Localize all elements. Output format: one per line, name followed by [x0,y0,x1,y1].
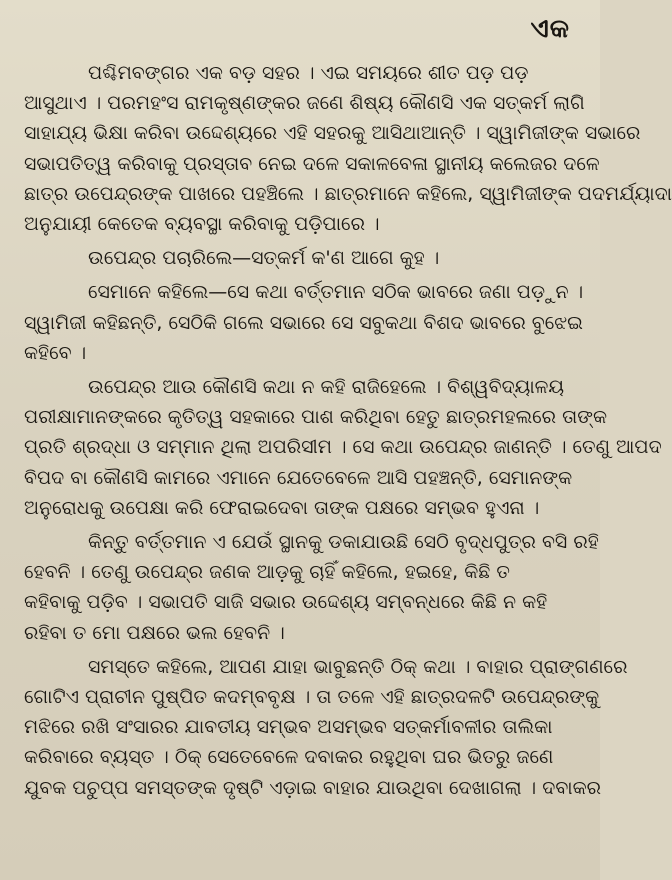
chapter-title: ଏକ [530,14,570,44]
text-line: ଉପେନ୍ଦ୍ର ପଚାରିଲେ—ସତ୍କର୍ମ କ'ଣ ଆଗେ କୁହ । [88,247,440,270]
text-line: ଗୋଟିଏ ପ୍ରାଚୀନ ପୁଷ୍ପିତ କଦମ୍ବବୃକ୍ଷ । ତା ତଳେ ଏହି ଛାତ୍ରଦଳଟି ଉପେନ୍ଦ୍ରଙ୍କୁ [24,686,600,709]
text-line: ସ୍ୱାମିଜୀ କହିଛନ୍ତି, ସେଠିକି ଗଲେ ସଭାରେ ସେ ସବୁକଥା ବିଶଦ ଭାବରେ ବୁଝେଇ [24,311,583,334]
text-line: କିନ୍ତୁ ବର୍ତ୍ତମାନ ଏ ଯେଉଁ ସ୍ଥାନକୁ ଡକାଯାଉଛି ସେଠି ବୃଦ୍ଧପୁତ୍ର ବସି ରହି [88,531,599,554]
paragraph [24,527,599,648]
text-line: ଅନୁରୋଧକୁ ଉପେକ୍ଷା କରି ଫେରାଇଦେବା ତାଙ୍କ ପକ୍ଷରେ ସମ୍ଭବ ହୁଏନା । [24,496,540,519]
text-line: ପରୀକ୍ଷାମାନଙ୍କରେ କୃତିତ୍ୱ ସହକାରେ ପାଶ କରିଥିବା ହେତୁ ଛାତ୍ରମହଲରେ ତାଙ୍କ [24,406,607,429]
text-line: ସେମାନେ କହିଲେ—ସେ କଥା ବର୍ତ୍ତମାନ ସଠିକ ଭାବରେ ଜଣା ପଡ଼ୁନ । [88,281,584,304]
text-line: କହିବେ । [24,341,87,364]
body-text [24,58,672,807]
text-line: ପ୍ରତି ଶ୍ରଦ୍ଧା ଓ ସମ୍ମାନ ଥିଲା ଅପରିସୀମ । ସେ କଥା ଉପେନ୍ଦ୍ର ଜାଣନ୍ତି । ତେଣୁ ଆପଦ [24,436,662,459]
text-line: ଆସୁଥାଏ । ପରମହଂସ ରାମକୃଷ୍ଣଙ୍କର ଜଣେ ଶିଷ୍ୟ କୌଣସି ଏକ ସତ୍କର୍ମ ଲାଗି [24,92,585,115]
text-line: ମଝିରେ ରଖି ସଂସାରର ଯାବତୀୟ ସମ୍ଭବ ଅସମ୍ଭବ ସତ୍କର୍ମାବଳୀର ତାଲିକା [24,716,553,739]
text-line: ସାହାଯ୍ୟ ଭିକ୍ଷା କରିବା ଉଦ୍ଦେଶ୍ୟରେ ଏହି ସହରକୁ ଆସିଥାଆନ୍ତି । ସ୍ୱାମିଜୀଙ୍କ ସଭାରେ [24,122,641,145]
text-line: ରହିବା ତ ମୋ ପକ୍ଷରେ ଭଲ ହେବନି । [24,621,285,644]
paragraph [24,652,628,803]
text-line: କହିବାକୁ ପଡ଼ିବ । ସଭାପତି ସାଜି ସଭାର ଉଦ୍ଦେଶ୍ୟ ସମ୍ବନ୍ଧରେ କିଛି ନ କହି [24,591,548,614]
text-line: ଉପେନ୍ଦ୍ର ଆଉ କୌଣସି କଥା ନ କହି ରାଜିହେଲେ । ବିଶ୍ୱବିଦ୍ୟାଳୟ [88,376,565,399]
paragraph [24,277,584,368]
paragraph [24,243,578,273]
text-line: ବିପଦ ବା କୌଣସି କାମରେ ଏମାନେ ଯେତେବେଳେ ଆସି ପହଞ୍ଚନ୍ତି, ସେମାନଙ୍କ [24,466,573,489]
text-line: ଯୁବକ ପଚୁପ୍ପ ସମସ୍ତଙ୍କ ଦୃଷ୍ଟି ଏଡ଼ାଇ ବାହାର ଯାଉଥିବା ଦେଖାଗଲା । ଦବାକର [24,776,602,799]
text-line: ଅନୁଯାୟୀ କେତେକ ବ୍ୟବସ୍ଥା କରିବାକୁ ପଡ଼ିପାରେ । [24,213,380,236]
paragraph [24,372,662,523]
paragraph [24,58,672,239]
text-line: କରିବାରେ ବ୍ୟସ୍ତ । ଠିକ୍ ସେତେବେଳେ ଦବାକର ରହୁଥିବା ଘର ଭିତରୁ ଜଣେ [24,746,554,769]
text-line: ସଭାପତିତ୍ୱ କରିବାକୁ ପ୍ରସ୍ତାବ ନେଇ ଦଳେ ସକାଳବେଳା ସ୍ଥାନୀୟ କଲେଜର ଦଳେ [24,152,600,175]
text-line: ହେବନି । ତେଣୁ ଉପେନ୍ଦ୍ର ଜଣକ ଆଡ଼କୁ ଚାହିଁ କହିଲେ, ହଇହେ, କିଛି ତ [24,561,510,584]
text-line: ଛାତ୍ର ଉପେନ୍ଦ୍ରଙ୍କ ପାଖରେ ପହଞ୍ଚିଲେ । ଛାତ୍ରମାନେ କହିଲେ, ସ୍ୱାମିଜୀଙ୍କ ପଦମର୍ଯ୍ୟାଦା [24,182,672,205]
text-line: ପଶ୍ଚିମବଙ୍ଗର ଏକ ବଡ଼ ସହର । ଏଇ ସମୟରେ ଶୀତ ପଡ଼ ପଡ଼ [88,62,529,84]
text-line: ସମସ୍ତେ କହିଲେ, ଆପଣ ଯାହା ଭାବୁଛନ୍ତି ଠିକ୍ କଥା । ବାହାର ପ୍ରାଙ୍ଗଣରେ [88,655,628,678]
